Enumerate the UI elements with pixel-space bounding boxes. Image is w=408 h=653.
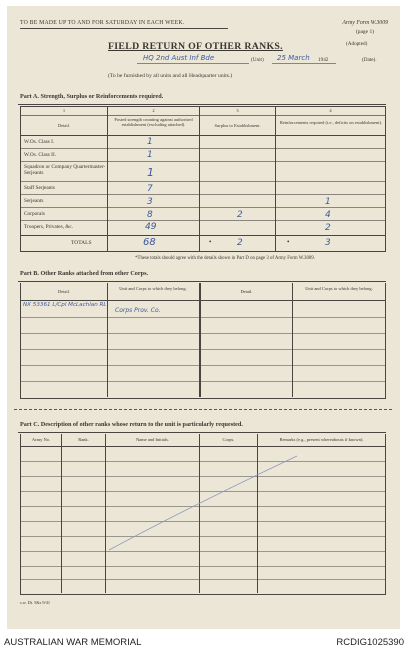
row-label-wo1: W.Os. Class I. xyxy=(24,139,55,145)
part-b-heading: Part B. Other Ranks attached from other Corps. xyxy=(20,270,149,277)
col-header-reinforcements: Reinforcements required (i.e., deficits on establishment). xyxy=(279,120,383,125)
posted-wo1: 1 xyxy=(147,137,153,147)
col-header-army-no: Army No. xyxy=(31,437,51,442)
col-number: 2 xyxy=(152,108,155,113)
totals-reinf-marker: • xyxy=(287,238,290,246)
col-header-corps: Corps. xyxy=(222,437,235,442)
row-label-wo2: W.Os. Class II. xyxy=(24,152,57,158)
reinf-corporals: 4 xyxy=(325,210,331,220)
col-header-detail: Detail. xyxy=(57,289,71,294)
col-header-detail: Detail. xyxy=(240,289,253,294)
totals-note: *These totals should agree with the details shown in Part D on page 3 of Army Form W.3009. xyxy=(135,256,315,261)
posted-staff-serjeants: 7 xyxy=(147,184,153,194)
reinf-privates: 2 xyxy=(325,223,331,233)
part-c-table xyxy=(20,434,386,595)
surplus-corporals: 2 xyxy=(237,210,243,220)
footer-record-id: RCDIG1025390 xyxy=(336,637,404,648)
row-label-cqms: Squadron or Company Quartermaster-Serjeants xyxy=(24,164,106,176)
totals-surplus: 2 xyxy=(237,238,243,248)
date-value: 25 March xyxy=(277,54,310,62)
totals-reinf: 3 xyxy=(325,238,331,248)
instruction-underline xyxy=(20,28,228,29)
col-number: 3 xyxy=(236,108,239,113)
furnished-note: (To be furnished by all units and all Headquarter units.) xyxy=(108,73,233,79)
posted-privates: 49 xyxy=(145,222,157,232)
footer-institution: AUSTRALIAN WAR MEMORIAL xyxy=(4,637,142,648)
unit-line xyxy=(137,63,249,64)
part-b-table xyxy=(20,283,386,399)
part-c-heading: Part C. Description of other ranks whose return to the unit is particularly requested. xyxy=(20,421,243,428)
reinf-serjeants: 1 xyxy=(325,197,331,207)
print-code: s.w. Dt. 5&s 9/41 xyxy=(20,600,51,605)
posted-serjeants: 3 xyxy=(147,197,153,207)
part-a-top-rule xyxy=(18,104,386,105)
form-number: Army Form W.3009 xyxy=(342,20,388,26)
part-a-heading: Part A. Strength, Surplus or Reinforcements required. xyxy=(20,93,164,100)
part-c-top-rule xyxy=(18,432,386,433)
row-label-privates: Troopers, Privates, &c. xyxy=(24,224,74,230)
part-a-table xyxy=(20,106,386,252)
fold-line xyxy=(14,409,392,410)
col-number: 1 xyxy=(62,108,66,113)
col-number: 4 xyxy=(329,108,332,113)
row-label-serjeants: Serjeants xyxy=(24,198,44,204)
col-header-unit-corps: Unit and Corps to which they belong. xyxy=(305,286,373,291)
part-b-top-rule xyxy=(18,281,386,282)
posted-wo2: 1 xyxy=(147,150,153,160)
col-header-name: Name and Initials. xyxy=(135,437,170,442)
posted-corporals: 8 xyxy=(147,210,153,220)
col-header-rank: Rank. xyxy=(78,437,89,442)
date-label: (Date). xyxy=(362,57,377,63)
col-header-surplus: Surplus to Establishment. xyxy=(214,123,261,128)
form-title: FIELD RETURN OF OTHER RANKS. xyxy=(108,41,283,52)
page-indicator: (page 1) xyxy=(355,29,375,35)
totals-surplus-marker: • xyxy=(209,238,212,246)
row-label-corporals: Corporals xyxy=(24,211,45,217)
totals-posted: 68 xyxy=(143,237,156,248)
col-header-posted: Posted strength counting against authorised establishment (excluding attached). xyxy=(114,117,193,127)
date-line xyxy=(272,63,336,64)
cancel-stroke xyxy=(105,454,301,554)
totals-label: TOTALS xyxy=(71,240,92,246)
col-header-detail: Detail. xyxy=(57,123,71,128)
posted-cqms: 1 xyxy=(147,166,154,179)
weekly-instruction: TO BE MADE UP TO AND FOR SATURDAY IN EACH WEEK. xyxy=(20,20,185,26)
col-header-remarks: Remarks (e.g., present whereabouts if known). xyxy=(279,437,364,442)
unit-value: HQ 2nd Aust Inf Bde xyxy=(143,54,215,62)
unit-label: (Unit) xyxy=(251,57,264,63)
year-value: 1942 xyxy=(318,57,329,63)
col-header-unit-corps: Unit and Corps to which they belong. xyxy=(119,286,187,291)
row-label-staff-serjeants: Staff Serjeants xyxy=(24,185,55,191)
archive-footer xyxy=(0,633,408,653)
attached-detail-entry: NX 53361 L/Cpl McLachlan RL xyxy=(23,302,107,308)
adopted-note: (Adopted) xyxy=(346,41,368,47)
attached-unit-entry: Corps Prov. Co. xyxy=(115,307,161,314)
